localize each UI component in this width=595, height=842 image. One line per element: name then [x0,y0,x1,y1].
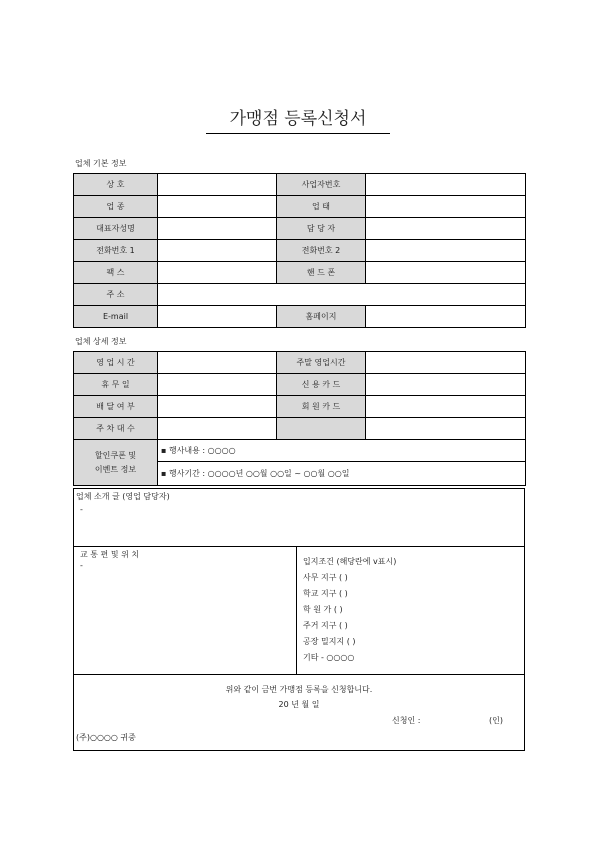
business-type-label: 업 태 [277,196,366,218]
delivery-label: 배 달 여 부 [74,396,158,418]
email-field[interactable] [158,306,277,328]
table-row [74,174,526,196]
trade-name-field[interactable] [158,174,277,196]
holiday-field[interactable] [158,374,277,396]
mobile-field[interactable] [366,262,526,284]
traffic-heading: 교 통 편 및 위 치 [80,550,140,559]
contact-person-label: 담 당 자 [277,218,366,240]
table-row [74,418,526,440]
table-row [74,284,526,306]
detail-info-table [73,351,526,486]
address-field[interactable] [158,284,526,306]
form-title: 가맹점 등록신청서 [206,104,390,134]
business-number-field[interactable] [366,174,526,196]
empty-field[interactable] [366,418,526,440]
fax-label: 팩 스 [74,262,158,284]
credit-card-label: 신 용 카 드 [277,374,366,396]
basic-info-table [73,173,526,328]
basic-info-section-label: 업체 기본 정보 [75,159,127,168]
discount-label-line1: 할인쿠폰 및 [94,450,137,460]
trade-name-label: 상 호 [74,174,158,196]
location-item[interactable]: 주거 지구 ( ) [303,621,348,630]
intro-box[interactable] [73,488,525,547]
contact-person-field[interactable] [366,218,526,240]
table-row [74,218,526,240]
table-row [74,196,526,218]
phone1-label: 전화번호 1 [74,240,158,262]
industry-field[interactable] [158,196,277,218]
mobile-label: 핸 드 폰 [277,262,366,284]
traffic-location-box [73,546,525,675]
credit-card-field[interactable] [366,374,526,396]
detail-info-section-label: 업체 상세 정보 [75,337,127,346]
event-content-field[interactable]: ▪ 행사내용 : ○○○○ [158,440,526,462]
industry-label: 업 종 [74,196,158,218]
parking-label: 주 차 대 수 [74,418,158,440]
parking-field[interactable] [158,418,277,440]
table-row [74,440,526,462]
weekend-hours-field[interactable] [366,352,526,374]
table-row [74,262,526,284]
homepage-label: 홈페이지 [277,306,366,328]
empty-gray-cell [277,418,366,440]
declaration-statement: 위와 같이 금번 가맹점 등록을 신청합니다. [225,685,373,694]
business-type-field[interactable] [366,196,526,218]
date-line: 20 년 월 일 [278,700,320,709]
representative-label: 대표자성명 [74,218,158,240]
intro-dash: - [80,505,83,514]
weekend-hours-label: 주말 영업시간 [277,352,366,374]
phone1-field[interactable] [158,240,277,262]
location-title: 입지조건 (해당란에 v표시) [303,557,397,566]
traffic-dash: - [80,561,83,570]
seal-mark: (인) [489,716,503,725]
location-item[interactable]: 학교 지구 ( ) [303,589,348,598]
table-row [74,374,526,396]
divider [296,547,297,674]
location-item[interactable]: 사무 지구 ( ) [303,573,348,582]
intro-heading: 업체 소개 글 (영업 담당자) [76,492,170,501]
business-hours-field[interactable] [158,352,277,374]
fax-field[interactable] [158,262,277,284]
table-row [74,240,526,262]
location-item[interactable]: 공장 밀지지 ( ) [303,637,356,646]
address-label: 주 소 [74,284,158,306]
declaration-box [73,674,525,751]
location-item[interactable]: 기타 - ○○○○ [303,653,355,662]
holiday-label: 휴 무 일 [74,374,158,396]
applicant-label: 신청인 : [392,716,421,725]
representative-field[interactable] [158,218,277,240]
discount-label-line2: 이벤트 정보 [94,464,137,474]
email-label: E-mail [74,306,158,328]
phone2-field[interactable] [366,240,526,262]
table-row [74,352,526,374]
delivery-field[interactable] [158,396,277,418]
table-row [74,396,526,418]
discount-event-label [74,440,158,486]
recipient-label: (주)○○○○ 귀중 [76,733,136,742]
homepage-field[interactable] [366,306,526,328]
location-item[interactable]: 학 원 가 ( ) [303,605,343,614]
event-period-field[interactable]: ▪ 행사기간 : ○○○○년 ○○월 ○○일 ~ ○○월 ○○일 [158,462,526,486]
member-card-field[interactable] [366,396,526,418]
phone2-label: 전화번호 2 [277,240,366,262]
member-card-label: 회 원 카 드 [277,396,366,418]
table-row [74,306,526,328]
business-number-label: 사업자번호 [277,174,366,196]
business-hours-label: 영 업 시 간 [74,352,158,374]
